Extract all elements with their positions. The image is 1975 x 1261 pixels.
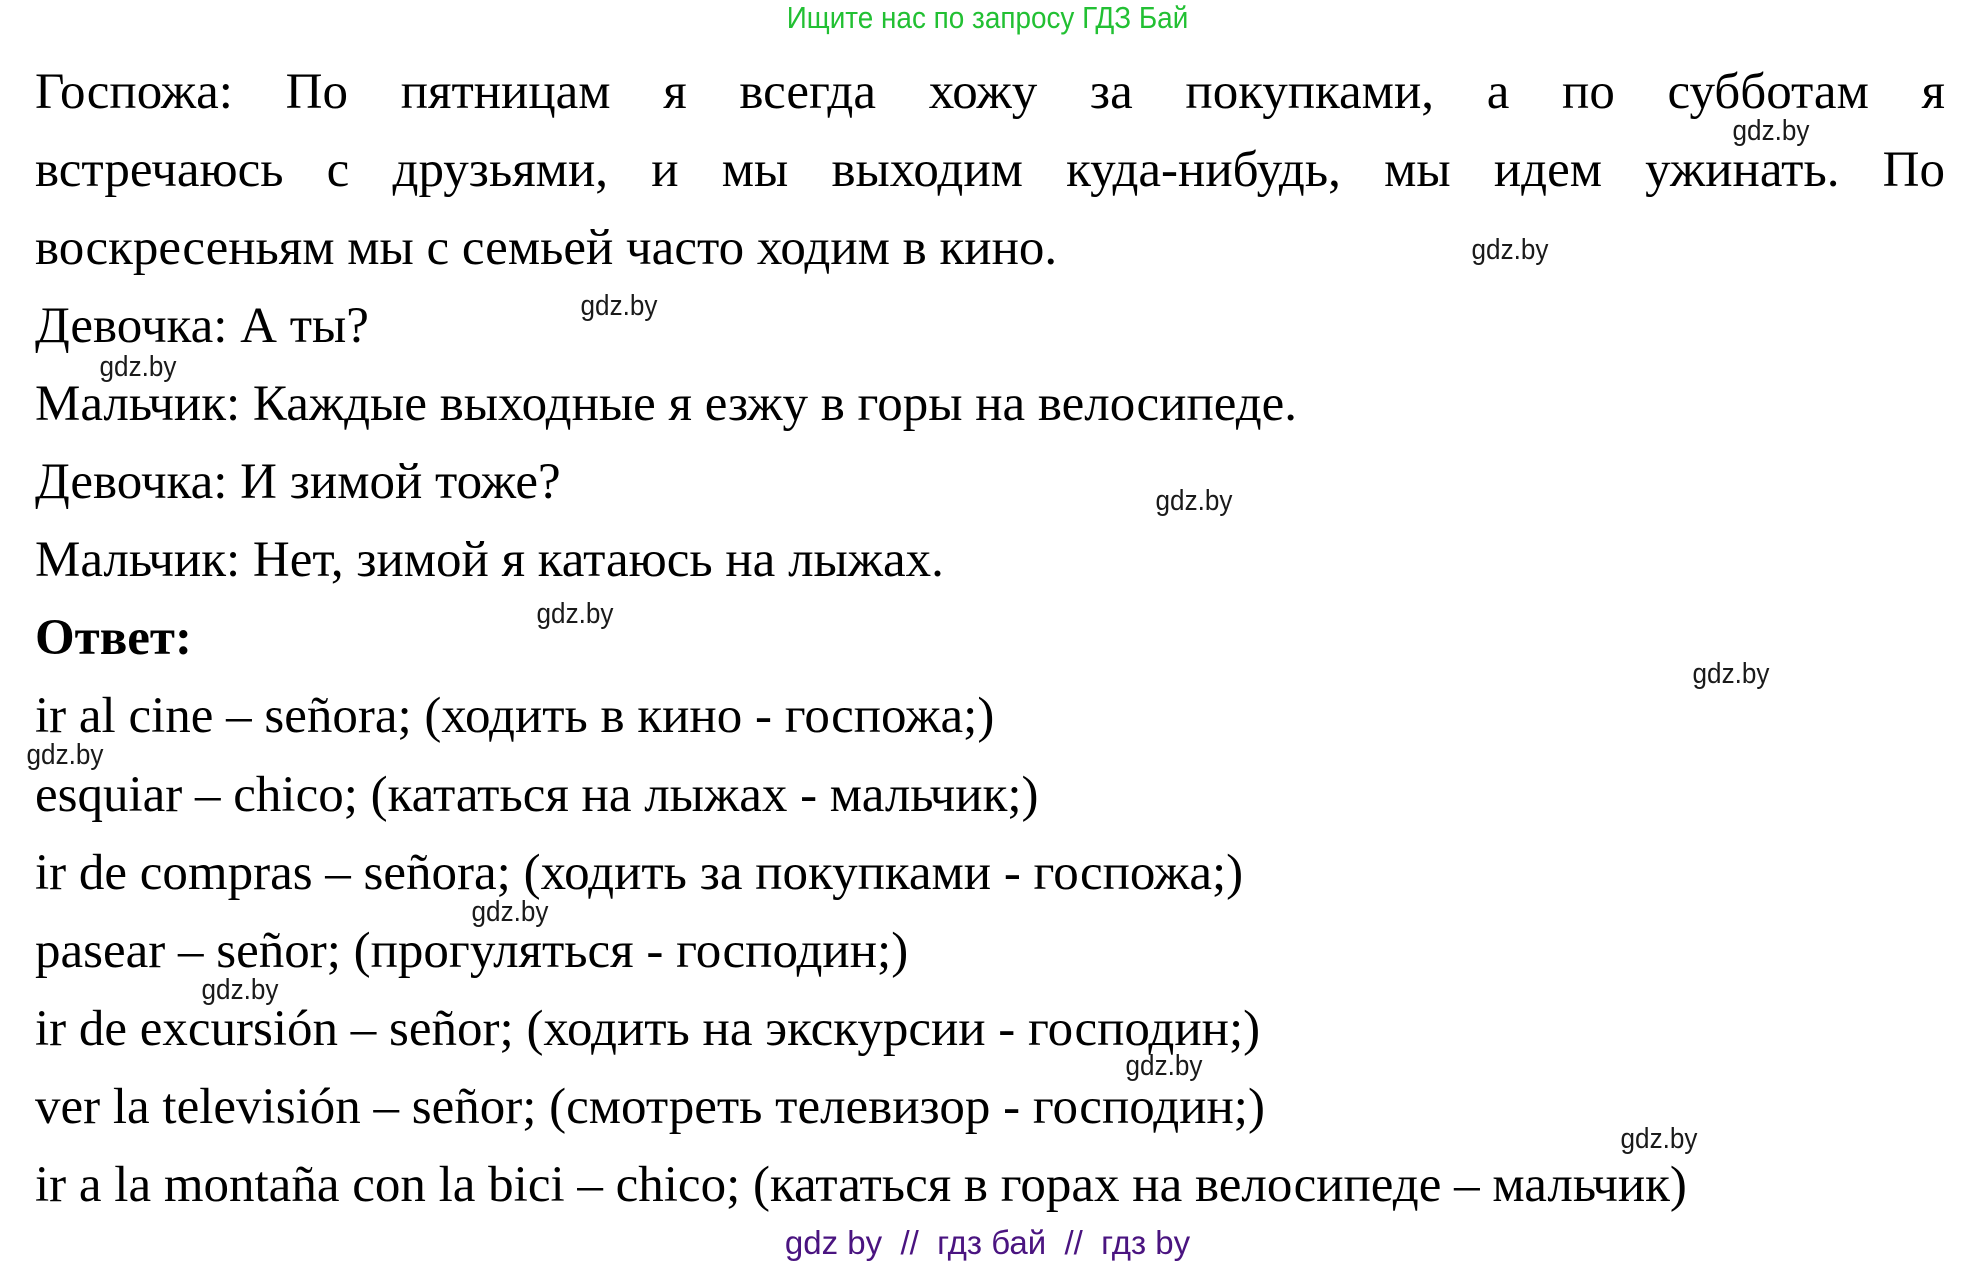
watermark: gdz.by [26, 739, 104, 771]
dialogue-line: Девочка: И зимой тоже? [35, 454, 561, 510]
answer-item: ir al cine – señora; (ходить в кино - госпожа;) [35, 688, 995, 744]
answer-heading: Ответ: [35, 610, 192, 666]
answer-item: ver la televisión – señor; (смотреть телевизор - господин;) [35, 1079, 1265, 1135]
dialogue-line: Девочка: А ты? [35, 298, 369, 354]
watermark: gdz.by [1471, 234, 1549, 266]
watermark: gdz.by [1620, 1123, 1698, 1155]
dialogue-line: воскресеньям мы с семьей часто ходим в кино. [35, 220, 1058, 276]
answer-item: ir de excursión – señor; (ходить на экскурсии - господин;) [35, 1001, 1261, 1057]
answer-item: ir de compras – señora; (ходить за покупками - госпожа;) [35, 845, 1244, 901]
watermark: gdz.by [99, 351, 177, 383]
watermark: gdz.by [201, 974, 279, 1006]
footer-links: gdz by // гдз бай // гдз by [784, 1224, 1191, 1261]
dialogue-line: встречаюсь с друзьями, и мы выходим куда-нибудь, мы идем ужинать. По [35, 142, 1945, 198]
answer-item: pasear – señor; (прогуляться - господин;) [35, 923, 909, 979]
dialogue-line: Госпожа: По пятницам я всегда хожу за покупками, а по субботам я [35, 64, 1945, 120]
watermark: gdz.by [1155, 485, 1233, 517]
watermark: gdz.by [471, 896, 549, 928]
answer-item: ir a la montaña con la bici – chico; (кататься в горах на велосипеде – мальчик) [35, 1157, 1687, 1213]
watermark: gdz.by [580, 290, 658, 322]
watermark: gdz.by [1732, 115, 1810, 147]
dialogue-line: Мальчик: Каждые выходные я езжу в горы на велосипеде. [35, 376, 1298, 432]
watermark: gdz.by [1692, 658, 1770, 690]
answer-item: esquiar – chico; (кататься на лыжах - мальчик;) [35, 767, 1039, 823]
watermark: gdz.by [1125, 1050, 1203, 1082]
search-hint-banner: Ищите нас по запросу ГДЗ Бай [786, 0, 1189, 35]
dialogue-line: Мальчик: Нет, зимой я катаюсь на лыжах. [35, 532, 944, 588]
watermark: gdz.by [536, 598, 614, 630]
